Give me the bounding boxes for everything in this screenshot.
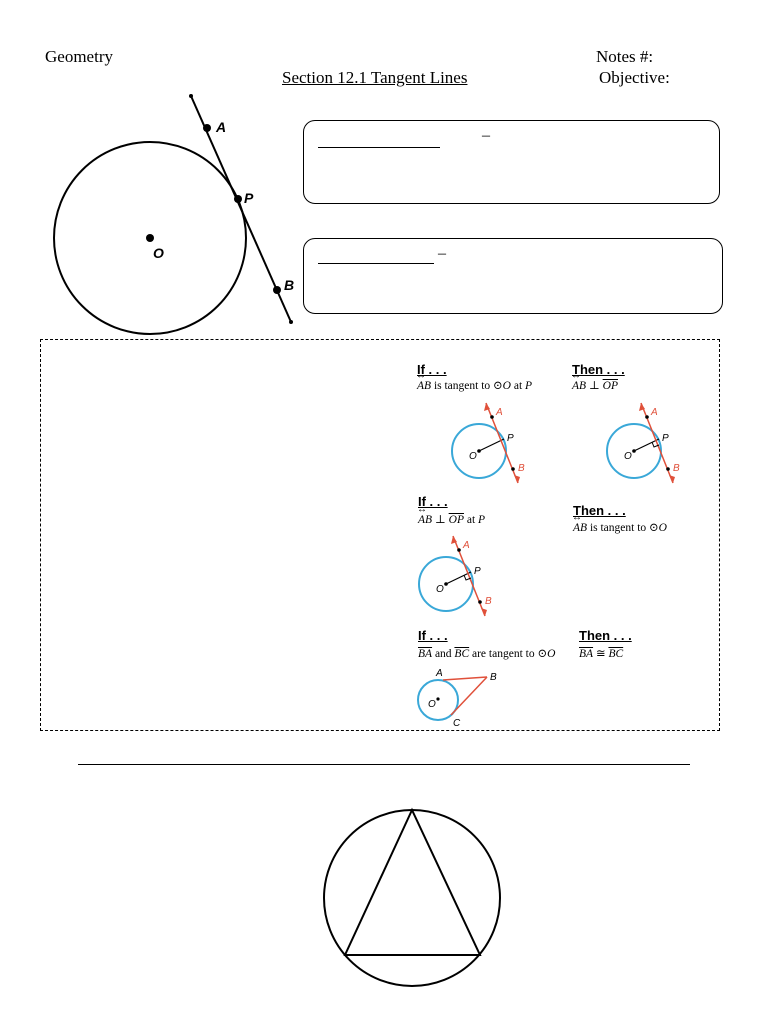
theorem-1-if-text [417,378,532,392]
theorem-2-figure [413,528,503,623]
text-tangent-to: are tangent to ⊙ [469,648,548,660]
theorem-1-if-label: If . . . [417,362,447,377]
label-a: A [463,540,470,551]
theorem-2-then-label: Then . . . [573,503,626,518]
text-tangent-to: is tangent to ⊙ [431,380,503,392]
point-a [490,415,494,419]
theorem-3-figure [413,662,533,728]
label-p: P [474,566,481,577]
point-p [234,195,242,203]
theorems-area [40,339,720,731]
ray-ab: ↔ AB [418,514,432,526]
line-end-bottom [289,320,293,324]
label-o: O [153,245,164,261]
circle-name: O [502,380,511,392]
theorem-3-then-text [579,646,623,660]
label-b: B [518,463,525,474]
definition-blank-2[interactable] [318,249,434,264]
ray-ab: ↔ AB [572,380,586,392]
radius-op [446,572,471,584]
theorem-1-then-label: Then . . . [572,362,625,377]
subject-title: Geometry [45,47,113,66]
label-b: B [490,672,497,683]
text-tangent-to: is tangent to ⊙ [587,522,659,534]
text-at: at [510,380,526,392]
point-b [666,467,670,471]
radius-op [634,439,659,451]
label-p: P [662,433,669,444]
segment-ba: $\overline{BA}$ [418,648,433,660]
definition-box-2 [303,238,723,314]
label-a: A [216,119,227,135]
point-a [645,415,649,419]
definition-blank-1[interactable] [318,133,440,148]
label-a: A [651,407,658,418]
text-and: and [432,648,455,660]
text-at: at [463,514,479,526]
label-o: O [624,451,632,462]
perpendicular-symbol: ⊥ [432,514,449,526]
theorem-3-if-text [418,646,555,660]
label-a: A [496,407,503,418]
point-a [203,124,211,132]
label-o: O [436,584,444,595]
theorem-3-if-label: If . . . [418,628,448,643]
section-title: Section 12.1 Tangent Lines [282,68,468,87]
circumscribed-circle [324,810,500,986]
congruent-symbol: ≅ [593,648,609,660]
definition-dash-2: – [438,245,446,262]
point-b [478,600,482,604]
segment-op: $\overline{OP}$ [448,514,464,526]
point-o [632,449,636,453]
definition-box-1 [303,120,720,204]
section-divider [78,764,690,765]
definition-dash-1: – [482,127,490,144]
segment-ba: $\overline{BA}$ [579,648,594,660]
segment-op: $\overline{OP}$ [602,380,618,392]
circle-name: O [547,648,556,660]
label-o: O [428,699,436,710]
ray-ab: ↔ AB [417,380,431,392]
theorem-2-if-label: If . . . [418,494,448,509]
perpendicular-symbol: ⊥ [586,380,603,392]
point-name: P [478,514,486,526]
line-end-top [189,94,193,98]
notes-number-label: Notes #: [596,47,654,66]
theorem-1-then-figure [601,395,691,490]
segment-bc: $\overline{BC}$ [608,648,624,660]
point-name: P [525,380,533,392]
point-o [444,582,448,586]
label-a: A [436,668,443,679]
point-b [273,286,281,294]
point-o [146,234,154,242]
label-p: P [507,433,514,444]
label-o: O [469,451,477,462]
inscribed-triangle [345,810,480,955]
tangent-segment-bc [451,677,487,715]
point-a [457,548,461,552]
theorem-1-then-text [572,378,618,392]
theorem-2-then-text [573,520,667,534]
point-o [477,449,481,453]
tangent-segment-ba [443,677,487,680]
tangent-line-figure [40,85,310,345]
theorem-1-if-figure [446,395,536,490]
objective-label: Objective: [599,68,670,87]
segment-bc: $\overline{BC}$ [454,648,470,660]
point-b [511,467,515,471]
theorem-2-if-text [418,512,485,526]
label-b: B [673,463,680,474]
ray-ab: ↔ AB [573,522,587,534]
radius-op [479,439,504,451]
label-p: P [244,190,254,206]
circle-name: O [658,522,667,534]
inscribed-triangle-figure [322,804,502,994]
theorem-3-then-label: Then . . . [579,628,632,643]
label-b: B [284,277,295,293]
label-c: C [453,718,461,728]
point-o [436,697,439,700]
label-b: B [485,596,492,607]
